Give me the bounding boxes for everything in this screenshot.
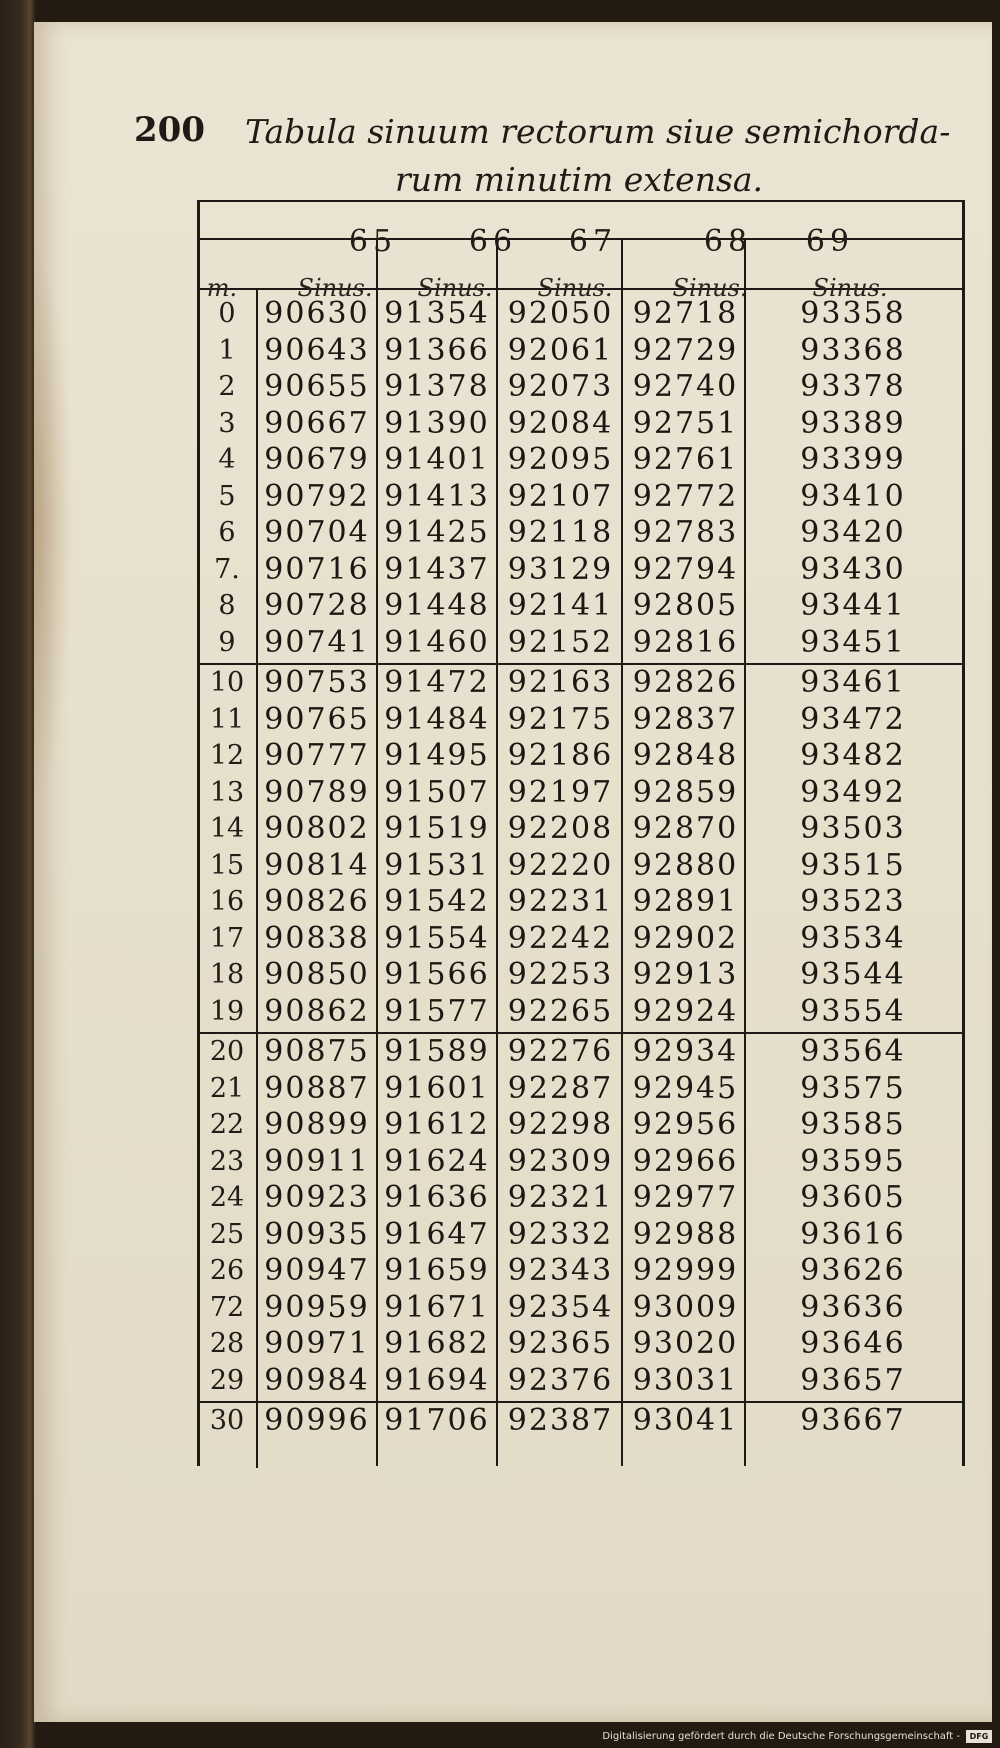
minute-label: 4 <box>218 444 236 475</box>
sine-value-cell: 92837 <box>632 701 739 737</box>
digitization-credit: Digitalisierung gefördert durch die Deutsche Forschungsgemeinschaft - <box>602 1731 960 1742</box>
sine-value-cell: 90838 <box>264 920 370 956</box>
sinus-header-65: Sinus. <box>297 274 373 302</box>
sine-value-cell: 93451 <box>800 624 906 660</box>
sine-value-cell: 90996 <box>264 1403 370 1438</box>
sine-value-cell: 92084 <box>507 405 614 441</box>
sine-value-cell: 93492 <box>800 774 906 810</box>
minute-label: 2 <box>218 371 236 402</box>
minute-label: 30 <box>209 1405 245 1436</box>
sine-value-cell: 90959 <box>264 1289 370 1325</box>
sine-value-cell: 92163 <box>507 665 614 700</box>
sine-value-cell: 90765 <box>264 701 370 737</box>
sine-value-cell: 93472 <box>800 701 906 737</box>
minute-label: 11 <box>209 703 245 735</box>
sine-value-cell: 90741 <box>264 624 370 660</box>
sine-value-cell: 92934 <box>632 1034 739 1069</box>
sine-value-cell: 92859 <box>632 774 739 810</box>
sine-value-cell: 93564 <box>800 1034 906 1069</box>
sine-value-cell: 91448 <box>384 588 490 623</box>
page-number: 200 <box>134 110 205 150</box>
sine-value-cell: 93575 <box>800 1070 906 1106</box>
minute-label: 1 <box>218 334 236 366</box>
sine-value-cell: 90887 <box>264 1070 370 1106</box>
minute-label: 72 <box>209 1291 245 1323</box>
minute-label: 14 <box>209 813 245 844</box>
sine-value-cell: 91531 <box>384 847 490 883</box>
sine-value-cell: 91366 <box>384 332 490 368</box>
sine-value-cell: 91425 <box>384 515 490 550</box>
minute-label: 17 <box>209 922 245 954</box>
sine-value-cell: 92107 <box>507 478 614 514</box>
minute-label: 29 <box>209 1364 245 1396</box>
sine-value-cell: 93554 <box>800 993 906 1029</box>
sine-value-cell: 90789 <box>264 774 370 810</box>
minute-label: 12 <box>209 740 245 771</box>
sine-value-cell: 92287 <box>507 1070 614 1106</box>
sine-value-cell: 93616 <box>800 1216 906 1252</box>
sine-value-cell: 92729 <box>632 332 739 368</box>
sine-value-cell: 92902 <box>632 920 739 956</box>
sine-value-cell: 91682 <box>384 1326 490 1361</box>
sine-value-cell: 90704 <box>264 515 370 550</box>
sine-value-cell: 91495 <box>384 738 490 773</box>
sine-value-cell: 92945 <box>632 1070 739 1106</box>
sine-value-cell: 92826 <box>632 665 739 700</box>
sine-value-cell: 93430 <box>800 551 906 587</box>
sine-value-cell: 92772 <box>632 478 739 514</box>
sine-value-cell: 90826 <box>264 884 370 919</box>
sine-value-cell: 92175 <box>507 701 614 737</box>
sine-value-cell: 90875 <box>264 1034 370 1069</box>
sine-value-cell: 92924 <box>632 993 739 1029</box>
sine-value-cell: 93129 <box>507 551 614 587</box>
sine-value-cell: 92956 <box>632 1107 739 1142</box>
degree-header-68: 68 <box>703 224 753 259</box>
sine-value-cell: 93595 <box>800 1143 906 1179</box>
sine-value-cell: 92265 <box>507 993 614 1029</box>
sine-value-cell: 93378 <box>800 369 906 404</box>
minute-label: 21 <box>209 1072 245 1104</box>
sine-value-cell: 92332 <box>507 1216 614 1252</box>
sine-value-cell: 91413 <box>384 478 490 514</box>
sine-value-cell: 91577 <box>384 993 490 1029</box>
sine-value-cell: 93358 <box>800 296 906 331</box>
sine-value-cell: 93368 <box>800 332 906 368</box>
sine-value-cell: 92276 <box>507 1034 614 1069</box>
sine-value-cell: 91460 <box>384 624 490 660</box>
page-title-line-2: rum minutim extensa. <box>395 160 764 199</box>
sine-value-cell: 91401 <box>384 442 490 477</box>
sine-value-cell: 90911 <box>264 1143 370 1179</box>
page-stain <box>34 242 74 802</box>
sine-value-cell: 92913 <box>632 957 739 992</box>
sine-value-cell: 92365 <box>507 1326 614 1361</box>
minute-label: 13 <box>209 776 245 808</box>
minute-label: 20 <box>209 1036 245 1067</box>
sine-value-cell: 92208 <box>507 811 614 846</box>
sine-value-cell: 92298 <box>507 1107 614 1142</box>
sine-value-cell: 90935 <box>264 1216 370 1252</box>
sine-value-cell: 93461 <box>800 665 906 700</box>
sine-value-cell: 91507 <box>384 774 490 810</box>
minute-label: 28 <box>209 1328 245 1359</box>
sine-value-cell: 92186 <box>507 738 614 773</box>
sine-value-cell: 93020 <box>632 1326 739 1361</box>
minute-label: 8 <box>218 590 236 621</box>
sine-value-cell: 92220 <box>507 847 614 883</box>
sine-value-cell: 93544 <box>800 957 906 992</box>
minute-label: 26 <box>209 1255 245 1286</box>
sine-value-cell: 90728 <box>264 588 370 623</box>
sine-value-cell: 92988 <box>632 1216 739 1252</box>
sine-value-cell: 90899 <box>264 1107 370 1142</box>
sine-value-cell: 92197 <box>507 774 614 810</box>
sine-value-cell: 93420 <box>800 515 906 550</box>
sine-value-cell: 92376 <box>507 1362 614 1398</box>
sine-value-cell: 92321 <box>507 1180 614 1215</box>
sine-value-cell: 92999 <box>632 1253 739 1288</box>
sine-value-cell: 93646 <box>800 1326 906 1361</box>
sine-value-cell: 92816 <box>632 624 739 660</box>
sine-value-cell: 93657 <box>800 1362 906 1398</box>
sine-value-cell: 91659 <box>384 1253 490 1288</box>
sine-value-cell: 91589 <box>384 1034 490 1069</box>
sine-value-cell: 91437 <box>384 551 490 587</box>
sine-value-cell: 92805 <box>632 588 739 623</box>
minute-label: 24 <box>209 1182 245 1213</box>
sine-value-cell: 92740 <box>632 369 739 404</box>
sine-value-cell: 93399 <box>800 442 906 477</box>
minute-label: 15 <box>209 849 245 881</box>
sine-value-cell: 92848 <box>632 738 739 773</box>
sine-value-cell: 92343 <box>507 1253 614 1288</box>
sine-value-cell: 91354 <box>384 296 490 331</box>
sinus-header-66: Sinus. <box>417 274 493 302</box>
degree-header-66: 66 <box>468 224 518 259</box>
minute-label: 22 <box>209 1109 245 1140</box>
minute-label: 10 <box>209 667 245 698</box>
minute-label: 18 <box>209 959 245 990</box>
sine-value-cell: 92354 <box>507 1289 614 1325</box>
sine-value-cell: 90971 <box>264 1326 370 1361</box>
sine-value-cell: 93585 <box>800 1107 906 1142</box>
sine-value-cell: 91671 <box>384 1289 490 1325</box>
sine-value-cell: 93041 <box>632 1403 739 1438</box>
sine-value-cell: 93410 <box>800 478 906 514</box>
sine-value-cell: 91706 <box>384 1403 490 1438</box>
sine-value-cell: 91636 <box>384 1180 490 1215</box>
sine-value-cell: 90862 <box>264 993 370 1029</box>
sine-value-cell: 92231 <box>507 884 614 919</box>
sine-value-cell: 90850 <box>264 957 370 992</box>
sine-value-cell: 92761 <box>632 442 739 477</box>
sine-value-cell: 91624 <box>384 1143 490 1179</box>
minute-label: 25 <box>209 1218 245 1250</box>
sine-value-cell: 93482 <box>800 738 906 773</box>
sine-value-cell: 90923 <box>264 1180 370 1215</box>
sine-value-cell: 91554 <box>384 920 490 956</box>
minute-label: 16 <box>209 886 245 917</box>
sine-value-cell: 90802 <box>264 811 370 846</box>
sine-value-cell: 91378 <box>384 369 490 404</box>
minute-column-header: m. <box>206 274 238 302</box>
sine-value-cell: 91694 <box>384 1362 490 1398</box>
sine-value-cell: 90716 <box>264 551 370 587</box>
sine-value-cell: 92783 <box>632 515 739 550</box>
minute-label: 23 <box>209 1145 245 1177</box>
sine-value-cell: 93667 <box>800 1403 906 1438</box>
sinus-header-67: Sinus. <box>537 274 613 302</box>
sine-value-cell: 90947 <box>264 1253 370 1288</box>
sine-value-cell: 92891 <box>632 884 739 919</box>
sine-value-cell: 92253 <box>507 957 614 992</box>
sine-value-cell: 93441 <box>800 588 906 623</box>
degree-header-67: 67 <box>568 224 618 259</box>
sine-value-cell: 93534 <box>800 920 906 956</box>
sinus-header-68: Sinus. <box>672 274 748 302</box>
sine-value-cell: 90679 <box>264 442 370 477</box>
sine-value-cell: 93503 <box>800 811 906 846</box>
sine-value-cell: 92977 <box>632 1180 739 1215</box>
sine-value-cell: 90655 <box>264 369 370 404</box>
sine-value-cell: 91390 <box>384 405 490 441</box>
sine-value-cell: 93626 <box>800 1253 906 1288</box>
sine-value-cell: 92718 <box>632 296 739 331</box>
sine-value-cell: 91601 <box>384 1070 490 1106</box>
minute-label: 6 <box>218 517 236 548</box>
sine-value-cell: 92242 <box>507 920 614 956</box>
sine-value-cell: 91566 <box>384 957 490 992</box>
sine-value-cell: 90753 <box>264 665 370 700</box>
sine-value-cell: 90984 <box>264 1362 370 1398</box>
sine-value-cell: 92880 <box>632 847 739 883</box>
sine-value-cell: 93636 <box>800 1289 906 1325</box>
sine-value-cell: 91647 <box>384 1216 490 1252</box>
sine-value-cell: 93515 <box>800 847 906 883</box>
sine-value-cell: 91484 <box>384 701 490 737</box>
minute-label: 5 <box>218 480 236 512</box>
sine-value-cell: 92141 <box>507 588 614 623</box>
sine-value-cell: 92050 <box>507 296 614 331</box>
page-title-line-1: Tabula sinuum rectorum siue semichorda- <box>245 112 951 151</box>
sine-value-cell: 92751 <box>632 405 739 441</box>
sine-value-cell: 92870 <box>632 811 739 846</box>
sine-value-cell: 92073 <box>507 369 614 404</box>
sine-value-cell: 92095 <box>507 442 614 477</box>
table-top-rule <box>200 200 962 202</box>
minute-label: 9 <box>218 626 236 658</box>
sine-value-cell: 92118 <box>507 515 614 550</box>
sine-value-cell: 91542 <box>384 884 490 919</box>
sine-value-cell: 92387 <box>507 1403 614 1438</box>
sine-value-cell: 90777 <box>264 738 370 773</box>
sine-value-cell: 90630 <box>264 296 370 331</box>
sine-value-cell: 93523 <box>800 884 906 919</box>
sine-value-cell: 92061 <box>507 332 614 368</box>
sine-value-cell: 93605 <box>800 1180 906 1215</box>
sine-value-cell: 91519 <box>384 811 490 846</box>
sine-value-cell: 90667 <box>264 405 370 441</box>
degree-header-65: 65 <box>348 224 398 259</box>
sine-value-cell: 92309 <box>507 1143 614 1179</box>
sine-value-cell: 93389 <box>800 405 906 441</box>
sine-table <box>197 200 965 1466</box>
sine-value-cell: 92794 <box>632 551 739 587</box>
sine-value-cell: 93031 <box>632 1362 739 1398</box>
minute-label: 3 <box>218 407 236 439</box>
minute-label: 7. <box>214 553 240 585</box>
dfg-logo: DFG <box>966 1730 992 1743</box>
sine-value-cell: 90814 <box>264 847 370 883</box>
degree-header-69: 69 <box>805 224 855 259</box>
sine-value-cell: 92966 <box>632 1143 739 1179</box>
sinus-header-69: Sinus. <box>812 274 888 302</box>
sine-value-cell: 91612 <box>384 1107 490 1142</box>
sine-value-cell: 90643 <box>264 332 370 368</box>
sine-value-cell: 90792 <box>264 478 370 514</box>
minute-label: 0 <box>218 298 236 329</box>
sine-value-cell: 93009 <box>632 1289 739 1325</box>
sine-value-cell: 91472 <box>384 665 490 700</box>
minute-label: 19 <box>209 995 245 1027</box>
sine-value-cell: 92152 <box>507 624 614 660</box>
